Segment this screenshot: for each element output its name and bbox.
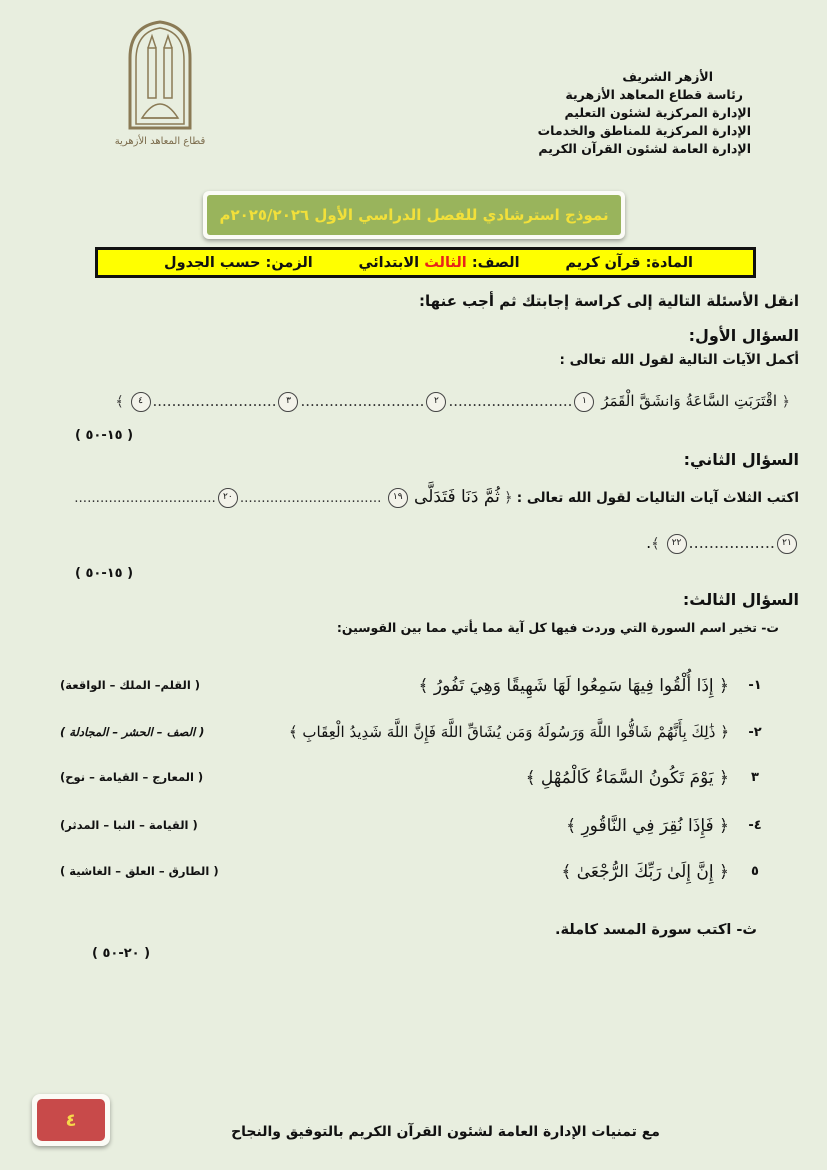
exam-title: نموذج استرشادي للفصل الدراسي الأول ٢٠٢٥/٢٠٢٦م [207, 195, 621, 235]
institution-line: الأزهر الشريف [622, 69, 713, 84]
verse-text: ثُمَّ دَنَا فَتَدَلَّى [414, 487, 500, 507]
item-options: ( القيامة – النبا – المدثر) [60, 818, 198, 832]
exam-info-bar [95, 247, 756, 278]
ayah-number: ١٩ [388, 488, 408, 508]
ayah-number: ٢٢ [667, 534, 687, 554]
ornament-close-icon: ﴾ [115, 394, 124, 410]
blank-dots: .......................... [448, 392, 573, 410]
question-2-line-1 [74, 487, 799, 508]
subject-field [565, 255, 693, 271]
ayah-number: ٢١ [777, 534, 797, 554]
exam-title-banner [203, 191, 625, 239]
ayah-number: ١ [574, 392, 594, 412]
question-3-item [60, 762, 775, 792]
blank-dots: ................................. [74, 490, 216, 506]
item-options: ( الطارق – العلق – الغاشية ) [60, 864, 219, 878]
question-2-line-2: ٢١.................٢٢ ﴾. [646, 533, 799, 554]
question-1-verse-line [115, 392, 790, 412]
item-verse: ﴿ فَإِذَا نُقِرَ فِي النَّاقُورِ ﴾ [566, 815, 729, 836]
item-options: ( المعارج – القيامة – نوح) [60, 770, 204, 784]
general-instructions: انقل الأسئلة التالية إلى كراسة إجابتك ثم أجب عنها: [419, 292, 799, 310]
item-number: ١- [748, 677, 762, 693]
item-verse: ﴿ إِذَا أُلْقُوا فِيهَا سَمِعُوا لَهَا شَهِيقًا وَهِيَ تَفُورُ ﴾ [418, 675, 729, 696]
time-label: الزمن: [265, 254, 313, 271]
item-verse: ﴿ إِنَّ إِلَىٰ رَبِّكَ الرُّجْعَىٰ ﴾ [561, 861, 729, 882]
institution-line: الإدارة العامة لشئون القرآن الكريم [538, 141, 751, 156]
item-number: ٥ [751, 863, 759, 879]
question-3-item [60, 810, 775, 840]
institution-header [511, 68, 751, 158]
question-2-instruction: اكتب الثلاث آيات التاليات لقول الله تعالى : [516, 490, 799, 506]
institution-line: رئاسة قطاع المعاهد الأزهرية [565, 87, 743, 102]
item-verse: ﴿ يَوْمَ تَكُونُ السَّمَاءُ كَالْمُهْلِ ﴾ [525, 767, 729, 788]
grade-rest: الابتدائي [358, 254, 420, 271]
question-3-part-a-instruction: ت- تخير اسم السورة التي وردت فيها كل آية مما يأتي مما بين القوسين: [336, 620, 779, 635]
question-2-marks: ( ١٥-٥٠ ) [75, 566, 134, 581]
blank-dots: ................. [688, 533, 775, 552]
verse-text: اقْتَرَبَتِ السَّاعَةُ وَانشَقَّ الْقَمَرُ [601, 392, 778, 410]
question-3-marks: ( ٢٠-٥٠ ) [92, 946, 151, 961]
time-field [164, 255, 313, 271]
question-3-item [60, 670, 775, 700]
ayah-number: ٣ [278, 392, 298, 412]
al-azhar-emblem-icon [112, 18, 208, 138]
item-options: ( الصف – الحشر – المجادلة ) [60, 725, 205, 739]
ayah-number: ٢٠ [218, 488, 238, 508]
institution-line: الإدارة المركزية للمناطق والخدمات [537, 123, 751, 138]
item-number: ٣ [751, 769, 759, 785]
item-number: ٤- [748, 817, 762, 833]
page-number-badge [32, 1094, 110, 1146]
blank-dots: ................................. [239, 490, 382, 506]
item-number: ٢- [748, 724, 762, 740]
question-3-part-b: ث- اكتب سورة المسد كاملة. [554, 922, 757, 938]
question-3-item [60, 856, 775, 886]
item-verse: ﴿ ذَٰلِكَ بِأَنَّهُمْ شَاقُّوا اللَّهَ وَرَسُولَهُ وَمَن يُشَاقِّ اللَّهَ فَإِنَّ اللَّهَ شَدِيدُ الْعِقَابِ ﴾ [288, 723, 729, 741]
question-3-title: السؤال الثالث: [682, 590, 799, 609]
logo-caption: قطاع المعاهد الأزهرية [114, 136, 206, 147]
ayah-number: ٢ [426, 392, 446, 412]
item-options: ( القلم– الملك – الواقعة) [60, 678, 201, 692]
subject-value: قرآن كريم [565, 254, 641, 271]
ornament-close-icon: ﴾ [651, 536, 660, 552]
grade-highlight: الثالث [424, 254, 467, 271]
institution-line: الإدارة المركزية لشئون التعليم [564, 105, 751, 120]
time-value: حسب الجدول [164, 254, 261, 271]
question-3-item [60, 717, 775, 747]
question-1-instruction: أكمل الآيات التالية لقول الله تعالى : [559, 352, 799, 368]
question-1-marks: ( ١٥-٥٠ ) [75, 428, 134, 443]
page-number: ٤ [37, 1099, 105, 1141]
blank-dots: .......................... [152, 392, 277, 410]
grade-label: الصف: [471, 254, 520, 271]
subject-label: المادة: [645, 254, 693, 271]
footer-message: مع تمنيات الإدارة العامة لشئون القرآن الكريم بالتوفيق والنجاح [231, 1124, 660, 1140]
ornament-open-icon: ﴿ [781, 394, 790, 410]
question-2-title: السؤال الثاني: [683, 450, 799, 469]
ayah-number: ٤ [131, 392, 151, 412]
blank-dots: .......................... [300, 392, 425, 410]
question-1-title: السؤال الأول: [688, 326, 799, 345]
ornament-open-icon: ﴿ [504, 490, 513, 506]
grade-field [359, 255, 520, 271]
